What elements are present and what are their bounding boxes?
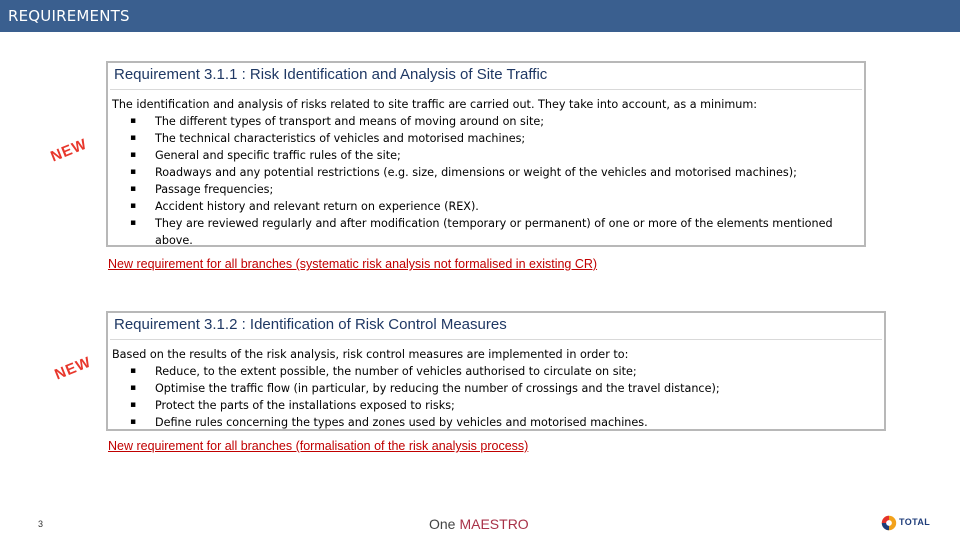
total-logo-icon xyxy=(880,514,898,532)
new-badge: NEW xyxy=(48,135,90,166)
list-item xyxy=(112,164,860,181)
list-item-text: Roadways and any potential restrictions (e.g. size, dimensions or weight of the vehicles and motorised machines); xyxy=(155,166,797,179)
square-bullet-icon: ▪ xyxy=(130,383,137,393)
square-bullet-icon: ▪ xyxy=(130,366,137,376)
square-bullet-icon: ▪ xyxy=(130,201,137,211)
requirement-intro: Based on the results of the risk analysis, risk control measures are implemented in order to: xyxy=(112,348,629,361)
title-divider xyxy=(110,89,862,90)
list-item-text: They are reviewed regularly and after modification (temporary or permanent) of one or more of the elements mentioned above. xyxy=(155,217,833,247)
list-item-text: Optimise the traffic flow (in particular, by reducing the number of crossings and the travel distance); xyxy=(155,382,720,395)
list-item-text: Reduce, to the extent possible, the number of vehicles authorised to circulate on site; xyxy=(155,365,637,378)
brand-wordmark xyxy=(429,516,529,532)
header-bar xyxy=(0,0,960,32)
list-item xyxy=(112,215,860,249)
square-bullet-icon: ▪ xyxy=(130,167,137,177)
list-item-text: The technical characteristics of vehicles and motorised machines; xyxy=(155,132,526,145)
square-bullet-icon: ▪ xyxy=(130,218,137,228)
square-bullet-icon: ▪ xyxy=(130,184,137,194)
square-bullet-icon: ▪ xyxy=(130,400,137,410)
requirement-body xyxy=(112,96,860,249)
requirement-title: Requirement 3.1.1 : Risk Identification and Analysis of Site Traffic xyxy=(114,66,548,83)
company-logo-text: TOTAL xyxy=(899,517,931,527)
square-bullet-icon: ▪ xyxy=(130,116,137,126)
requirement-title: Requirement 3.1.2 : Identification of Risk Control Measures xyxy=(114,316,507,333)
new-requirement-note: New requirement for all branches (systematic risk analysis not formalised in existing CR) xyxy=(108,257,598,271)
requirement-intro: The identification and analysis of risks related to site traffic are carried out. They take into account, as a minimum: xyxy=(112,98,757,111)
list-item xyxy=(112,130,860,147)
list-item-text: The different types of transport and means of moving around on site; xyxy=(155,115,545,128)
list-item xyxy=(112,147,860,164)
requirement-bullet-list xyxy=(112,363,882,431)
brand-prefix: One xyxy=(429,516,456,532)
requirement-box-3-1-2 xyxy=(106,311,886,431)
list-item xyxy=(112,414,882,431)
list-item xyxy=(112,198,860,215)
requirement-bullet-list xyxy=(112,113,860,249)
square-bullet-icon: ▪ xyxy=(130,417,137,427)
page-title: REQUIREMENTS xyxy=(8,7,130,25)
title-divider xyxy=(110,339,882,340)
list-item xyxy=(112,181,860,198)
list-item xyxy=(112,113,860,130)
requirement-body xyxy=(112,346,882,431)
square-bullet-icon: ▪ xyxy=(130,133,137,143)
list-item-text: Passage frequencies; xyxy=(155,183,274,196)
new-requirement-note: New requirement for all branches (formalisation of the risk analysis process) xyxy=(108,439,529,453)
list-item-text: Protect the parts of the installations exposed to risks; xyxy=(155,399,455,412)
page-number: 3 xyxy=(38,519,44,529)
list-item-text: Define rules concerning the types and zones used by vehicles and motorised machines. xyxy=(155,416,648,429)
list-item-text: General and specific traffic rules of the site; xyxy=(155,149,401,162)
new-badge: NEW xyxy=(52,353,94,384)
square-bullet-icon: ▪ xyxy=(130,150,137,160)
list-item xyxy=(112,380,882,397)
brand-name: MAESTRO xyxy=(459,516,529,532)
requirement-box-3-1-1 xyxy=(106,61,866,247)
company-logo xyxy=(878,512,938,536)
list-item xyxy=(112,363,882,380)
list-item xyxy=(112,397,882,414)
list-item-text: Accident history and relevant return on experience (REX). xyxy=(155,200,479,213)
